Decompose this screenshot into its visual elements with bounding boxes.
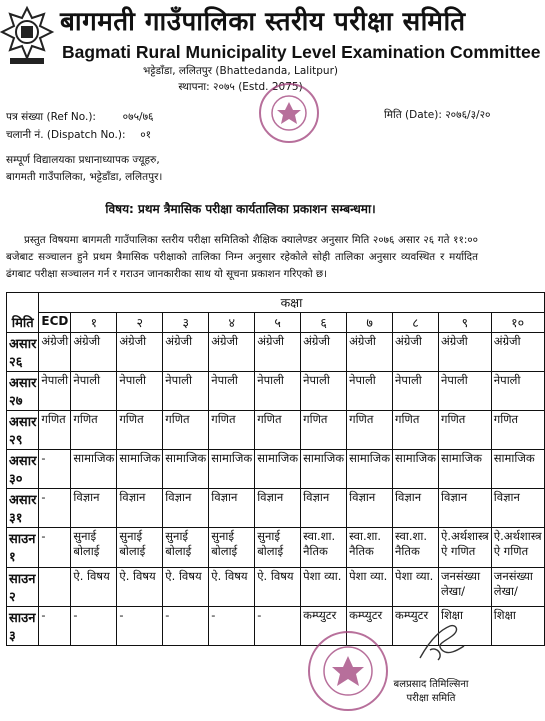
table-cell	[209, 489, 255, 528]
table-row	[7, 372, 545, 411]
table-cell	[163, 607, 209, 646]
table-cell	[163, 411, 209, 450]
cell-line: नेपाली	[493, 373, 521, 387]
ref-value: ०७५/७६	[122, 111, 154, 123]
cell-line: अंग्रेजी	[257, 334, 284, 348]
date-label: मिति (Date):	[384, 109, 442, 121]
table-cell	[439, 411, 492, 450]
table-cell	[439, 489, 492, 528]
table-cell	[163, 333, 209, 372]
cell-line: पेशा व्या.	[395, 569, 434, 583]
cell-line: नैतिक	[395, 544, 420, 558]
cell-line: गणित	[493, 412, 519, 426]
cell-line: बोलाई	[119, 544, 146, 558]
cell-line: शिक्षा	[493, 608, 516, 622]
table-cell	[209, 568, 255, 607]
cell-line: ऐ. विषय	[211, 569, 248, 583]
cell-line: नेपाली	[441, 373, 468, 387]
government-emblem-icon	[2, 8, 52, 66]
cell-line: कम्प्युटर	[395, 608, 429, 622]
cell-line: बोलाई	[211, 544, 238, 558]
cell-line: विज्ञान	[493, 490, 520, 504]
class-column-4: ४	[209, 313, 255, 333]
cell-line: सामाजिक	[441, 451, 482, 465]
cell-line: -	[73, 608, 78, 622]
table-cell	[39, 333, 71, 372]
cell-line: सुनाई	[73, 529, 97, 543]
cell-line: सामाजिक	[119, 451, 161, 465]
cell-line: -	[119, 608, 124, 622]
table-cell	[439, 450, 492, 489]
dispatch-label: चलानी नं. (Dispatch No.):	[6, 129, 126, 141]
cell-line: नेपाली	[349, 373, 376, 387]
cell-line: ऐ. विषय	[73, 569, 110, 583]
table-cell	[71, 333, 117, 372]
table-cell	[439, 372, 492, 411]
ref-label: पत्र संख्या (Ref No.):	[6, 111, 96, 123]
table-cell	[347, 450, 393, 489]
cell-line: सुनाई	[257, 529, 280, 543]
class-column-0: ECD	[39, 313, 71, 333]
class-column-7: ७	[347, 313, 393, 333]
dispatch-value: ०१	[140, 129, 152, 141]
table-cell	[209, 607, 255, 646]
table-cell	[163, 372, 209, 411]
cell-line: विज्ञान	[211, 490, 238, 504]
cell-line: ऐ.अर्थशास्त्र	[441, 529, 489, 543]
table-cell	[39, 372, 71, 411]
table-cell	[39, 607, 71, 646]
table-cell	[393, 372, 439, 411]
table-cell	[393, 568, 439, 607]
cell-line: -	[257, 608, 262, 622]
cell-line: बोलाई	[73, 544, 100, 558]
table-cell	[209, 411, 255, 450]
cell-line: सामाजिक	[73, 451, 115, 465]
table-cell	[491, 333, 544, 372]
table-cell	[163, 489, 209, 528]
table-cell	[71, 372, 117, 411]
table-cell	[71, 568, 117, 607]
dispatch-number	[6, 128, 151, 142]
table-cell	[255, 450, 301, 489]
cell-line: सुनाई	[165, 529, 189, 543]
cell-line: नेपाली	[165, 373, 192, 387]
table-cell	[347, 372, 393, 411]
table-cell	[39, 489, 71, 528]
cell-line: सामाजिक	[303, 451, 345, 465]
table-cell	[491, 450, 544, 489]
table-cell	[301, 372, 347, 411]
cell-line: नेपाली	[395, 373, 422, 387]
cell-line: शिक्षा	[441, 608, 464, 622]
table-cell	[209, 333, 255, 372]
date-column-header: मिति	[7, 293, 39, 333]
table-cell	[393, 489, 439, 528]
table-row	[7, 489, 545, 528]
cell-line: जनसंख्या	[493, 569, 533, 583]
table-row	[7, 528, 545, 568]
cell-line: गणित	[73, 412, 98, 426]
row-date: असार ३०	[7, 450, 39, 489]
cell-line: गणित	[349, 412, 374, 426]
cell-line: अंग्रेजी	[349, 334, 376, 348]
table-cell	[39, 568, 71, 607]
cell-line: स्वा.शा.	[349, 529, 382, 543]
cell-line: सुनाई	[119, 529, 143, 543]
cell-line: विज्ञान	[257, 490, 284, 504]
cell-line: -	[165, 608, 170, 622]
cell-line: ऐ गणित	[441, 544, 476, 558]
cell-line: नेपाली	[257, 373, 284, 387]
class-column-9: ९	[439, 313, 492, 333]
cell-line: ऐ.अर्थशास्त्र	[493, 529, 542, 543]
table-cell	[491, 489, 544, 528]
table-cell	[491, 528, 544, 568]
cell-line: अंग्रेजी	[73, 334, 101, 348]
table-cell	[71, 450, 117, 489]
cell-line: गणित	[165, 412, 190, 426]
table-cell	[163, 450, 209, 489]
table-cell	[117, 568, 163, 607]
table-cell	[117, 372, 163, 411]
cell-line: अंग्रेजी	[165, 334, 193, 348]
table-cell	[117, 450, 163, 489]
table-cell	[209, 450, 255, 489]
cell-line: नेपाली	[303, 373, 330, 387]
table-cell	[393, 450, 439, 489]
letterhead	[0, 0, 541, 100]
row-date: साउन १	[7, 528, 39, 568]
exam-schedule-table	[6, 292, 545, 646]
cell-line: लेखा/	[441, 584, 466, 598]
table-cell	[439, 528, 492, 568]
class-column-6: ६	[301, 313, 347, 333]
table-cell	[491, 568, 544, 607]
row-date: साउन ३	[7, 607, 39, 646]
cell-line: अंग्रेजी	[441, 334, 468, 348]
table-cell	[491, 372, 544, 411]
recipient-line-1: सम्पूर्ण विद्यालयका प्रधानाध्यापक ज्यूहरु,	[6, 154, 160, 166]
row-date: साउन २	[7, 568, 39, 607]
cell-line: सुनाई	[211, 529, 235, 543]
table-row	[7, 450, 545, 489]
table-row	[7, 333, 545, 372]
class-column-2: २	[117, 313, 163, 333]
table-cell	[439, 568, 492, 607]
cell-line: पेशा व्या.	[349, 569, 388, 583]
table-header-row	[7, 293, 545, 313]
cell-line: गणित	[257, 412, 282, 426]
table-cell	[71, 528, 117, 568]
table-cell	[39, 528, 71, 568]
cell-line: -	[211, 608, 216, 622]
cell-line: बोलाई	[257, 544, 284, 558]
cell-line: लेखा/	[493, 584, 518, 598]
committee-title-english: Bagmati Rural Municipality Level Examination Committee	[62, 42, 541, 62]
table-cell	[301, 568, 347, 607]
class-column-8: ८	[393, 313, 439, 333]
class-column-10: १०	[491, 313, 544, 333]
table-cell	[117, 411, 163, 450]
cell-line: सामाजिक	[349, 451, 391, 465]
table-cell	[117, 528, 163, 568]
row-date: असार ३१	[7, 489, 39, 528]
cell-line: नैतिक	[349, 544, 374, 558]
row-date: असार २७	[7, 372, 39, 411]
cell-line: गणित	[395, 412, 420, 426]
notice-body: प्रस्तुत विषयमा बागमती गाउँपालिका स्तरीय परीक्षा समितिको शैक्षिक क्यालेण्डर अनुसार मिति २०७६ असार २६ गते ११:०० बजेबाट सञ्चालन हुने प्रथम त्रैमासिक परीक्षाको तालिका निम्न अनुसार रहेकोले सोही तालिका अनुसार व्यवस्थित र मर्यादित ढंगबाट परीक्षा सञ्चालन गर्न र गराउन जानकारीका साथ यो सूचना प्रकाशन गरिएको छ।	[6, 234, 478, 280]
table-cell	[347, 489, 393, 528]
table-cell	[117, 489, 163, 528]
table-cell	[117, 333, 163, 372]
cell-line: विज्ञान	[119, 490, 146, 504]
table-cell	[301, 489, 347, 528]
address: भट्टेडाँडा, ललितपुर (Bhattedanda, Lalitpur)	[143, 65, 338, 77]
cell-line: नेपाली	[73, 373, 101, 387]
date-value: २०७६/३/२०	[445, 109, 491, 121]
cell-line: नैतिक	[303, 544, 328, 558]
table-cell	[393, 528, 439, 568]
table-cell	[39, 411, 71, 450]
committee-title-nepali: बागमती गाउँपालिका स्तरीय परीक्षा समिति	[60, 7, 466, 37]
cell-line: ऐ. विषय	[119, 569, 156, 583]
cell-line: विज्ञान	[441, 490, 468, 504]
row-date: असार २६	[7, 333, 39, 372]
table-cell	[255, 333, 301, 372]
table-cell	[491, 607, 544, 646]
table-cell	[255, 372, 301, 411]
table-cell	[393, 333, 439, 372]
cell-line: अंग्रेजी	[395, 334, 422, 348]
signatory-title: परीक्षा समिति	[406, 693, 456, 704]
table-cell	[71, 411, 117, 450]
cell-line: पेशा व्या.	[303, 569, 342, 583]
cell-line: सामाजिक	[395, 451, 436, 465]
table-cell	[347, 568, 393, 607]
cell-line: ऐ गणित	[493, 544, 529, 558]
cell-line: विज्ञान	[165, 490, 192, 504]
official-seal-icon	[307, 630, 389, 712]
cell-line: विज्ञान	[395, 490, 422, 504]
cell-line: गणित	[441, 412, 466, 426]
cell-line: नेपाली	[211, 373, 238, 387]
table-cell	[255, 411, 301, 450]
table-cell	[209, 372, 255, 411]
cell-line: अंग्रेजी	[303, 334, 330, 348]
table-cell	[301, 411, 347, 450]
table-row	[7, 411, 545, 450]
cell-line: बोलाई	[165, 544, 192, 558]
table-cell	[393, 411, 439, 450]
signature-icon	[400, 620, 470, 668]
cell-line: सामाजिक	[493, 451, 535, 465]
ref-number	[6, 110, 154, 124]
class-column-3: ३	[163, 313, 209, 333]
cell-line: गणित	[41, 412, 66, 426]
letter-date	[384, 108, 491, 122]
cell-line: -	[41, 490, 46, 504]
table-cell	[255, 607, 301, 646]
table-cell	[163, 568, 209, 607]
cell-line: कम्प्युटर	[349, 608, 383, 622]
table-cell	[347, 333, 393, 372]
cell-line: स्वा.शा.	[395, 529, 428, 543]
cell-line: गणित	[211, 412, 236, 426]
table-row	[7, 568, 545, 607]
table-cell	[491, 411, 544, 450]
signatory-name: बलप्रसाद तिमिल्सिना	[393, 679, 469, 690]
recipient-line-2: बागमती गाउँपालिका, भट्टेडाँडा, ललितपुर।	[6, 171, 163, 183]
table-cell	[39, 450, 71, 489]
established-year: स्थापना: २०७५ (Estd. 2075)	[178, 81, 303, 93]
class-column-header: कक्षा	[39, 293, 544, 313]
table-cell	[301, 450, 347, 489]
cell-line: अंग्रेजी	[119, 334, 147, 348]
cell-line: गणित	[119, 412, 144, 426]
signatory	[390, 676, 472, 704]
cell-line: ऐ. विषय	[165, 569, 202, 583]
cell-line: ऐ. विषय	[257, 569, 294, 583]
cell-line: जनसंख्या	[441, 569, 481, 583]
cell-line: विज्ञान	[303, 490, 330, 504]
cell-line: सामाजिक	[211, 451, 253, 465]
table-cell	[163, 528, 209, 568]
table-cell	[209, 528, 255, 568]
cell-line: स्वा.शा.	[303, 529, 336, 543]
table-cell	[117, 607, 163, 646]
cell-line: नेपाली	[119, 373, 146, 387]
cell-line: कम्प्युटर	[303, 608, 337, 622]
cell-line: -	[41, 608, 46, 622]
cell-line: नेपाली	[41, 373, 69, 387]
table-cell	[347, 528, 393, 568]
cell-line: -	[41, 451, 46, 465]
cell-line: अंग्रेजी	[41, 334, 69, 348]
cell-line: अंग्रेजी	[493, 334, 521, 348]
table-cell	[301, 333, 347, 372]
cell-line: गणित	[303, 412, 328, 426]
class-numbers-row	[7, 313, 545, 333]
cell-line: सामाजिक	[165, 451, 207, 465]
row-date: असार २९	[7, 411, 39, 450]
official-stamp-icon	[258, 82, 320, 144]
table-cell	[439, 333, 492, 372]
table-cell	[255, 568, 301, 607]
cell-line: विज्ञान	[73, 490, 100, 504]
subject-line: विषय: प्रथम त्रैमासिक परीक्षा कार्यतालिका प्रकाशन सम्बन्धमा।	[105, 202, 376, 216]
cell-line: अंग्रेजी	[211, 334, 239, 348]
cell-line: -	[41, 529, 46, 543]
table-cell	[301, 528, 347, 568]
class-column-1: १	[71, 313, 117, 333]
table-cell	[255, 528, 301, 568]
cell-line: सामाजिक	[257, 451, 299, 465]
table-cell	[71, 607, 117, 646]
table-cell	[255, 489, 301, 528]
class-column-5: ५	[255, 313, 301, 333]
table-cell	[71, 489, 117, 528]
table-cell	[347, 411, 393, 450]
cell-line: विज्ञान	[349, 490, 376, 504]
